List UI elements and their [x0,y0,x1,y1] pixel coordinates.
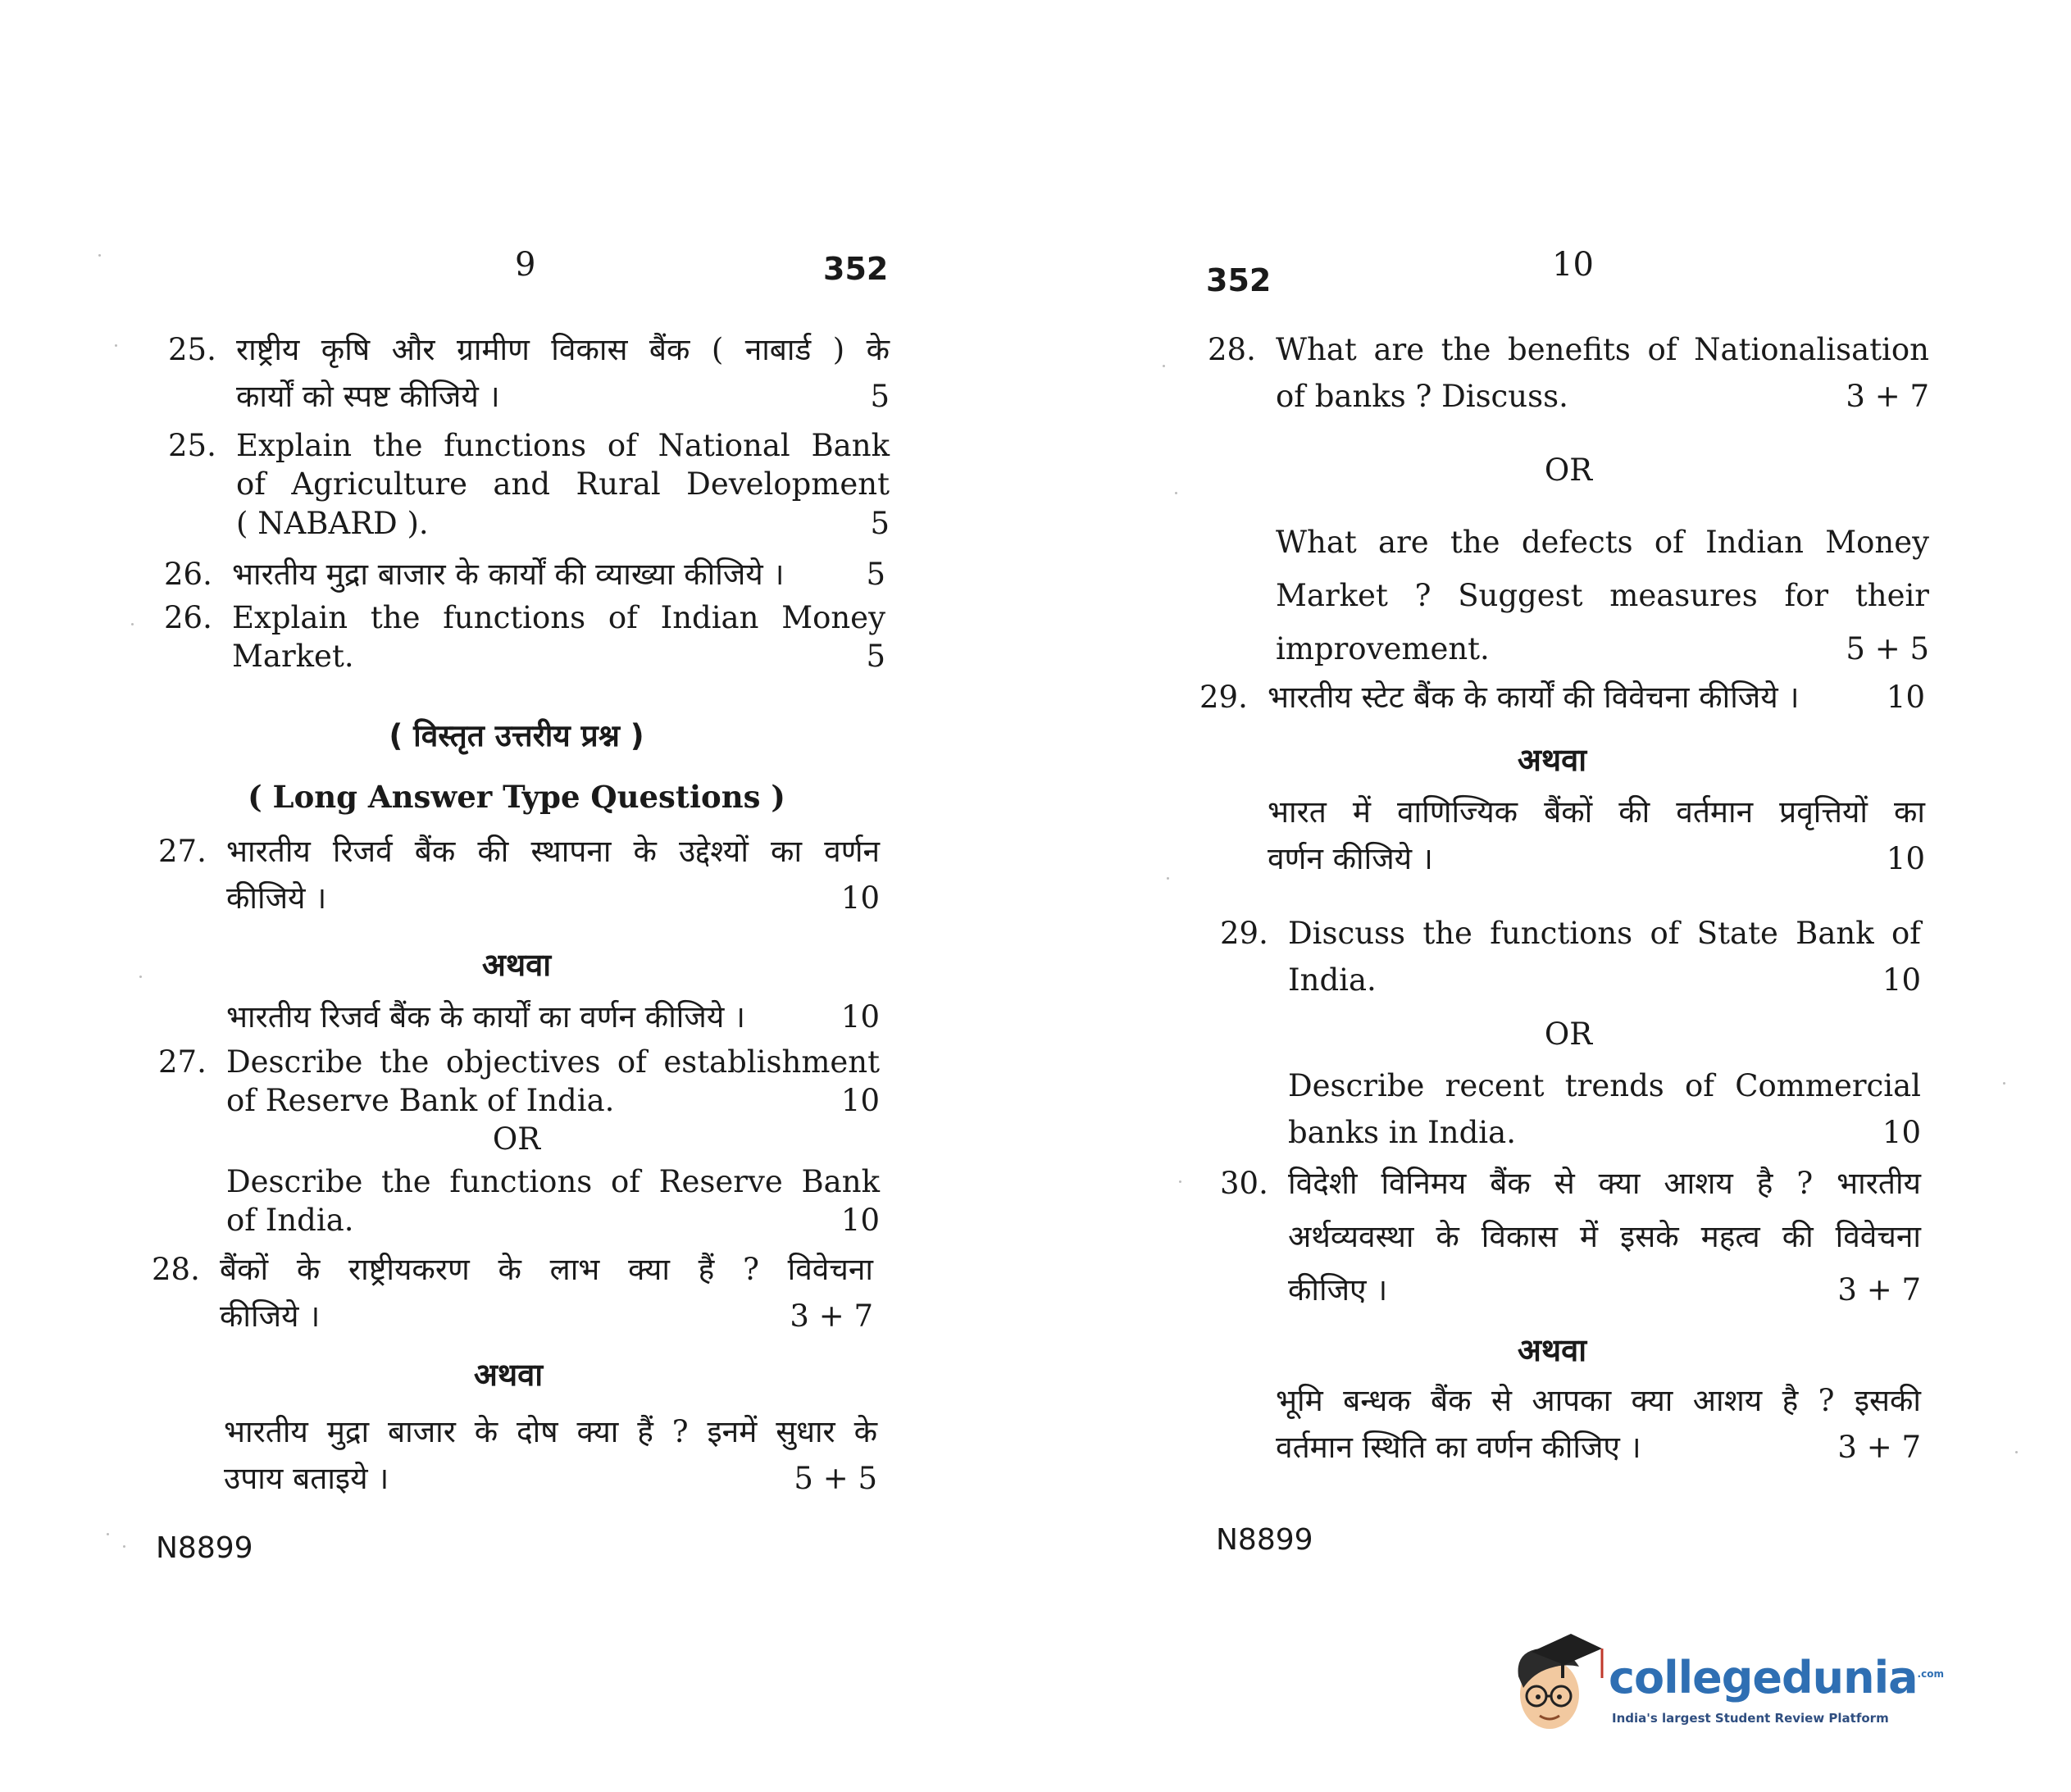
question-29-english-alternative [1220,1062,1921,1157]
question-line: राष्ट्रीय कृषि और ग्रामीण विकास बैंक ( नाबार्ड ) के [236,332,890,367]
question-line: कार्यों को स्पष्ट कीजिये । [236,379,500,415]
question-line: Describe the objectives of establishment [226,1044,880,1080]
question-line: भारतीय स्टेट बैंक के कार्यों की विवेचना कीजिये । [1268,680,1800,715]
marks: 10 [1886,841,1925,877]
question-27-english [158,1043,880,1121]
question-number: 29. [1199,680,1248,715]
question-line: विदेशी विनिमय बैंक से क्या आशय है ? भारतीय [1288,1166,1921,1201]
question-line: भारतीय मुद्रा बाजार के कार्यों की व्याख्या कीजिये । [232,557,785,592]
question-line: उपाय बताइये । [224,1461,389,1497]
question-line: भूमि बन्धक बैंक से आपका क्या आशय है ? इसकी [1276,1383,1921,1418]
question-line: of banks ? Discuss. [1276,379,1568,415]
question-number: 28. [1208,332,1256,367]
question-26-english [164,598,885,676]
athva-separator: अथवा [1517,1332,1587,1368]
question-line: Describe the functions of Reserve Bank [226,1164,880,1199]
right-page [1036,0,2071,1792]
question-28-english [1208,326,1929,421]
question-28-hindi-alternative [156,1408,877,1503]
question-line: भारतीय रिजर्व बैंक के कार्यों का वर्णन कीजिये । [226,999,746,1035]
or-separator: OR [1544,1017,1593,1052]
question-line: वर्णन कीजिये । [1268,841,1433,877]
question-27-hindi-alternative [158,994,880,1040]
marks: 5 + 5 [794,1461,877,1497]
question-28-hindi [152,1246,873,1340]
question-line: भारतीय रिजर्व बैंक की स्थापना के उद्देश्यों का वर्णन [226,834,880,869]
question-line: भारतीय मुद्रा बाजार के दोष क्या हैं ? इनमें सुधार के [224,1414,877,1449]
marks: 10 [840,999,880,1035]
marks: 3 + 7 [1837,1430,1921,1466]
scan-speck [2003,1082,2005,1085]
question-29-hindi [1199,674,1925,721]
question-27-hindi [158,828,880,922]
scan-speck [139,976,142,978]
question-number: 27. [158,834,207,869]
scan-speck [1175,492,1177,494]
brand-suffix: .com [1917,1668,1944,1680]
question-line: ( NABARD ). [236,505,429,541]
scan-speck [131,623,134,625]
scan-speck [2015,1451,2018,1453]
question-line: What are the defects of Indian Money [1276,525,1929,560]
question-number: 27. [158,1044,207,1080]
paper-code: 352 [823,251,889,287]
marks: 5 [870,505,890,541]
marks: 5 [866,557,885,592]
marks: 3 + 7 [1837,1271,1921,1308]
question-number: 28. [152,1252,200,1287]
marks: 3 + 7 [1846,379,1929,415]
scan-speck [107,1533,109,1535]
question-line: of India. [226,1203,354,1239]
marks: 5 [870,379,890,415]
marks: 10 [840,1083,880,1119]
scan-speck [123,1545,125,1548]
question-line: कीजिये । [226,880,327,916]
scan-speck [1179,1180,1181,1183]
brand-tagline: India's largest Student Review Platform [1612,1711,1889,1726]
question-line: Discuss the functions of State Bank of [1288,916,1921,951]
question-line: improvement. [1276,630,1490,666]
question-line: वर्तमान स्थिति का वर्णन कीजिए । [1276,1430,1641,1466]
marks: 10 [840,880,880,916]
footer-code: N8899 [156,1531,253,1565]
athva-separator: अथवा [1517,742,1587,778]
question-line: Market ? Suggest measures for their [1276,577,1929,613]
question-line: कीजिये । [220,1299,321,1335]
question-30-hindi-alternative [1208,1377,1921,1471]
question-number: 25. [168,428,216,463]
scan-speck [1163,365,1165,367]
marks: 3 + 7 [790,1299,873,1335]
athva-separator: अथवा [481,947,552,983]
question-line: Explain the functions of Indian Money [232,600,885,635]
marks: 5 + 5 [1846,630,1929,666]
question-line: बैंकों के राष्ट्रीयकरण के लाभ क्या हैं ? विवेचना [220,1252,873,1287]
question-number: 25. [168,332,216,367]
brand-name: collegedunia$^{.com}$ [1609,1652,1944,1703]
question-number: 29. [1220,916,1268,951]
scan-speck [115,344,117,347]
marks: 10 [1882,962,1921,998]
question-line: banks in India. [1288,1115,1516,1151]
question-30-hindi [1220,1158,1921,1317]
footer-code: N8899 [1216,1523,1313,1557]
question-number: 26. [164,600,212,635]
marks: 10 [1882,1115,1921,1151]
question-26-hindi [164,551,885,598]
question-28-english-alternative [1208,516,1929,675]
question-line: India. [1288,962,1377,998]
page-number: 9 [515,246,536,284]
marks: 10 [840,1203,880,1239]
section-heading-english: ( Long Answer Type Questions ) [248,779,785,815]
marks: 5 [866,639,885,675]
question-line: अर्थव्यवस्था के विकास में इसके महत्व की विवेचना [1288,1218,1921,1254]
question-line: What are the benefits of Nationalisation [1276,332,1929,367]
question-25-english [168,426,890,543]
or-separator: OR [492,1121,541,1157]
question-29-english [1220,910,1921,1004]
question-line: Explain the functions of National Bank [236,428,890,463]
paper-code: 352 [1206,262,1272,298]
page-number: 10 [1552,246,1594,284]
student-mascot-icon [1507,1627,1605,1742]
question-line: Describe recent trends of Commercial [1288,1068,1921,1103]
question-number: 30. [1220,1166,1268,1201]
question-line: भारत में वाणिज्यिक बैंकों की वर्तमान प्रवृत्तियों का [1268,794,1925,830]
or-separator: OR [1544,453,1593,488]
question-line: Market. [232,639,354,675]
scan-speck [1167,877,1169,880]
question-29-hindi-alternative [1199,789,1925,883]
question-number: 26. [164,557,212,592]
question-25-hindi [168,326,890,421]
athva-separator: अथवा [473,1357,544,1393]
question-line: कीजिए । [1288,1271,1388,1308]
collegedunia-watermark [1507,1627,1944,1742]
question-27-english-alternative [158,1162,880,1240]
scan-speck [98,254,101,257]
section-heading-hindi: ( विस्तृत उत्तरीय प्रश्न ) [389,718,644,753]
question-line: of Agriculture and Rural Development [236,466,890,503]
question-line: of Reserve Bank of India. [226,1083,615,1119]
marks: 10 [1886,680,1925,715]
